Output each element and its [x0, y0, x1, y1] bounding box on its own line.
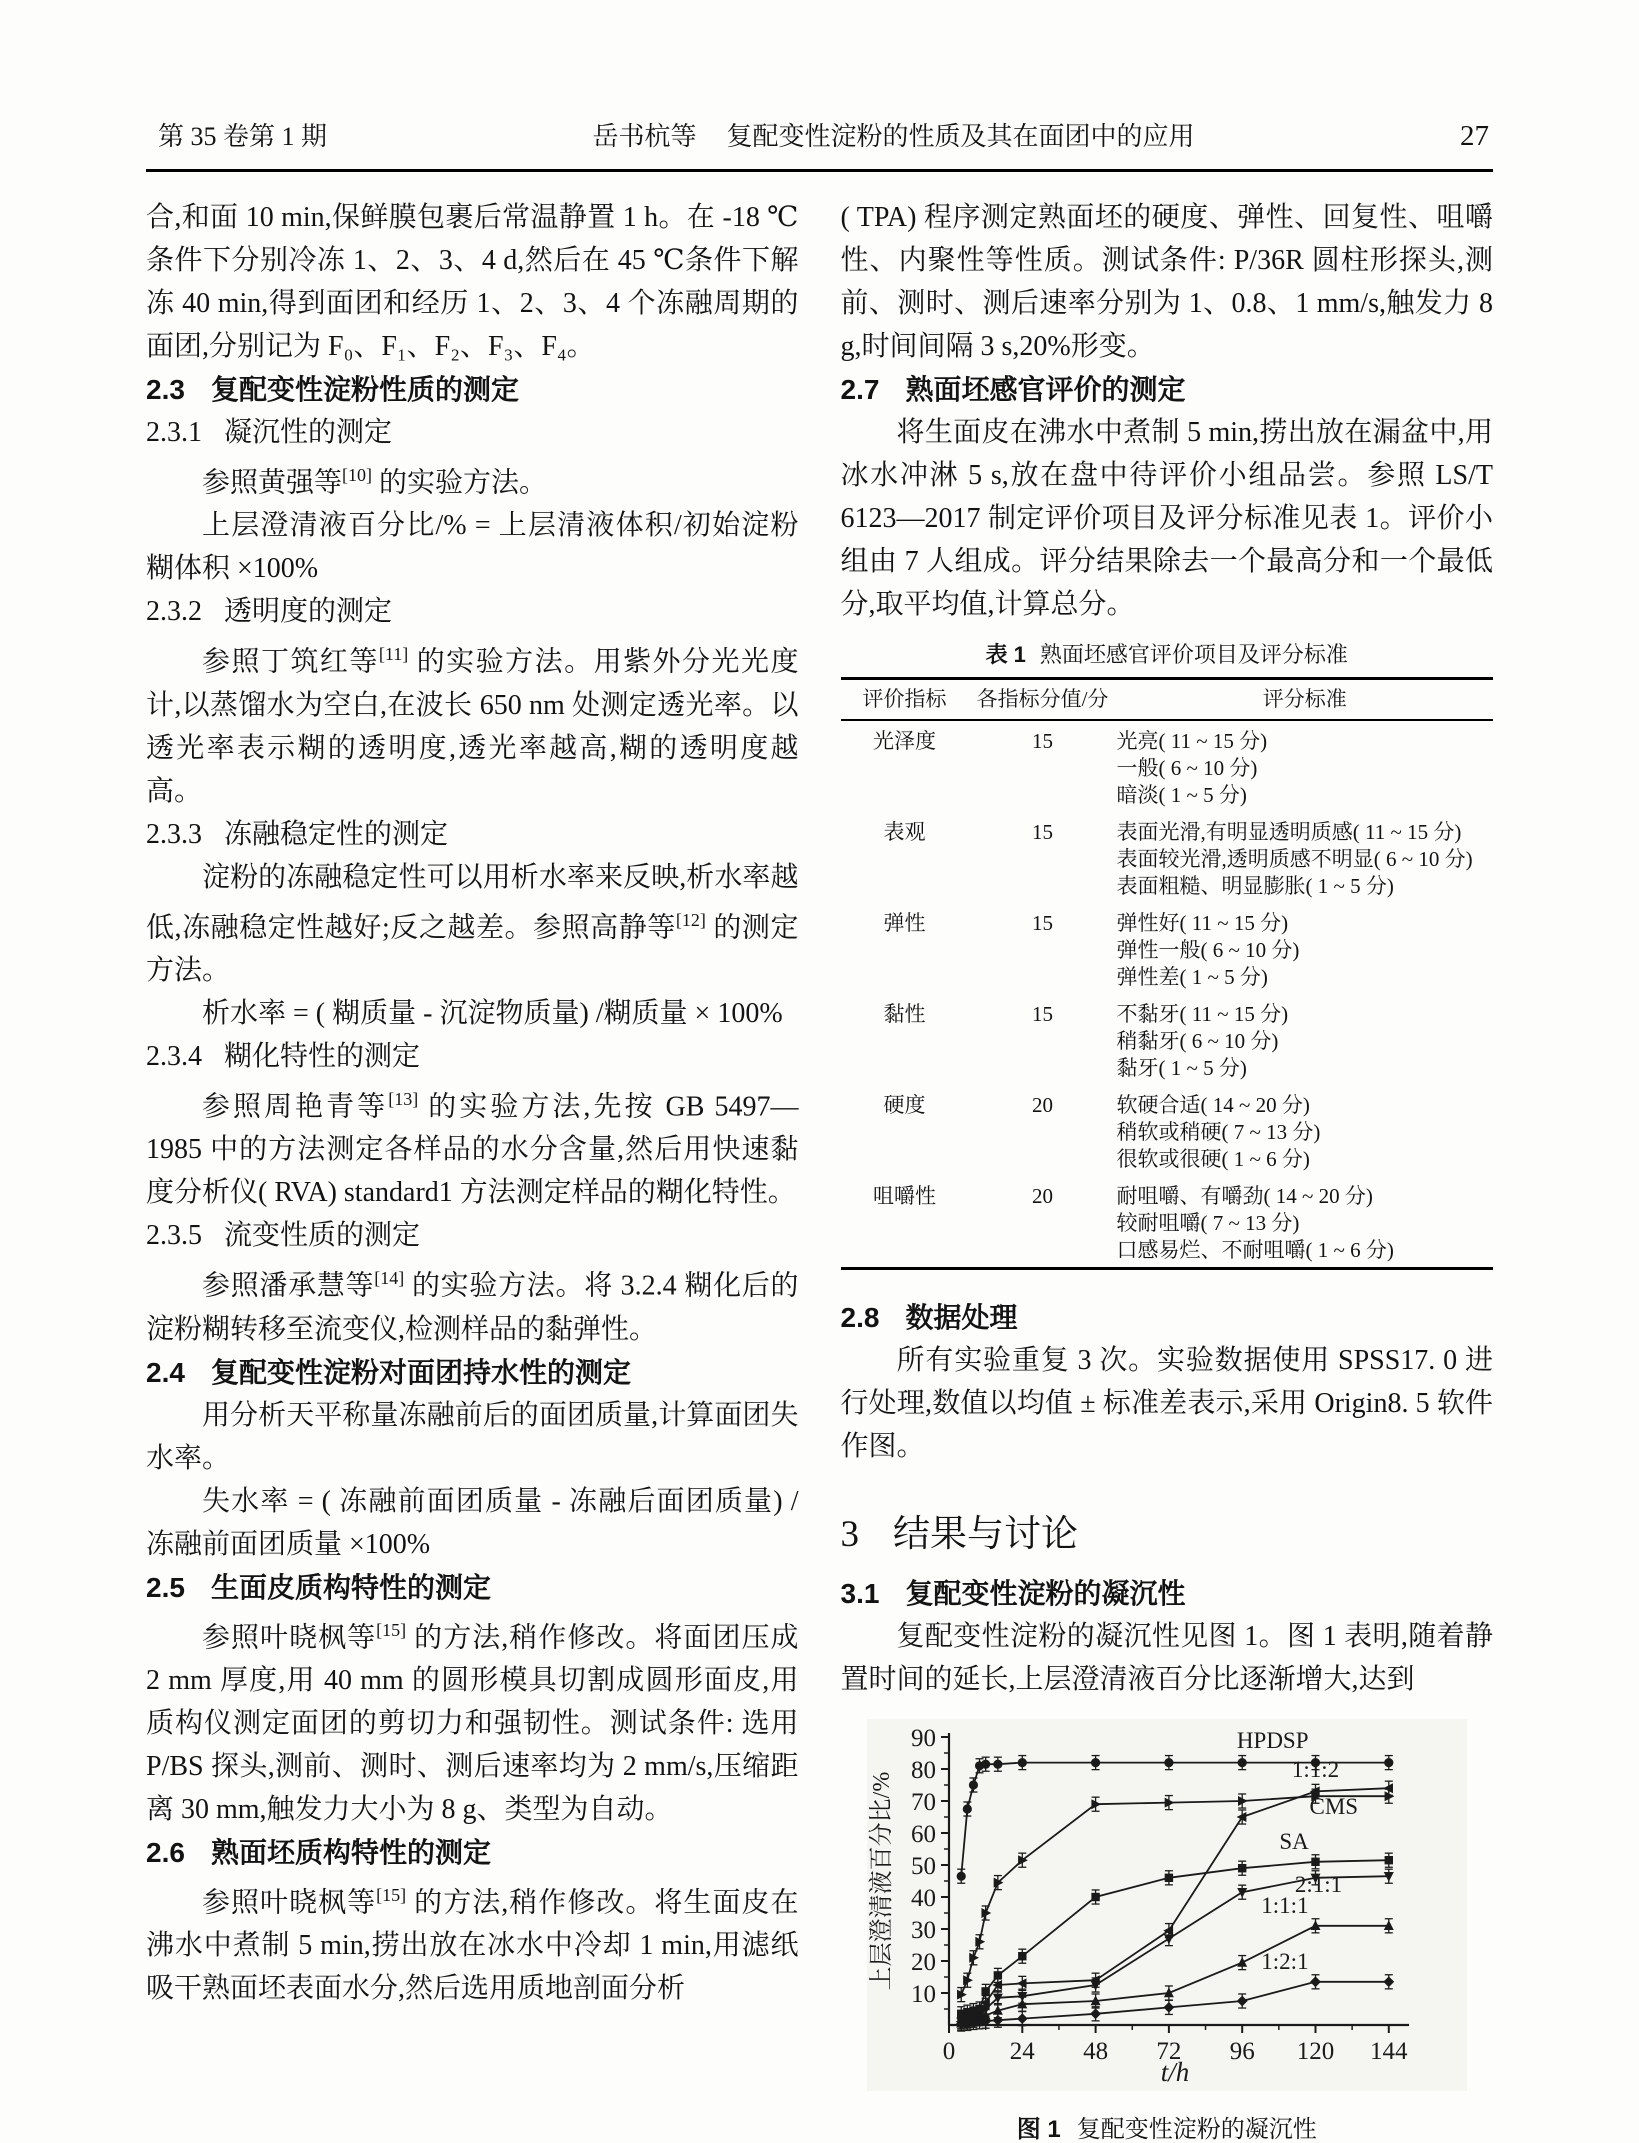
paragraph-transparency: 参照丁筑红等[11] 的实验方法。用紫外分光光度计,以蒸馏水为空白,在波长 650 nm 处测定透光率。以透光率表示糊的透明度,透光率越高,糊的透明度越高。: [146, 644, 799, 807]
paragraph-rheology: 参照潘承慧等[14] 的实验方法。将 3.2.4 糊化后的淀粉糊转移至流变仪,检测样品的黏弹性。: [146, 1268, 799, 1345]
citation-ref: [15]: [376, 1619, 407, 1640]
heading-2-3: 2.3 复配变性淀粉性质的测定: [146, 374, 519, 405]
svg-text:40: 40: [910, 1885, 936, 1912]
citation-ref: [12]: [675, 909, 706, 930]
svg-text:144: 144: [1369, 2038, 1408, 2065]
figure-1: [867, 1719, 1467, 2143]
sensory-evaluation-table: [841, 677, 1494, 1270]
svg-text:80: 80: [910, 1757, 936, 1784]
heading-2-3-1: 2.3.1 凝沉性的测定: [146, 417, 393, 448]
running-authors: 岳书杭等: [592, 122, 697, 151]
svg-text:120: 120: [1296, 2038, 1334, 2065]
citation-ref: [14]: [374, 1268, 405, 1289]
table-header-score: 各指标分值/分: [976, 687, 1109, 711]
paragraph-cooked-texture: 参照叶晓枫等[15] 的方法,稍作修改。将生面皮在沸水中煮制 5 min,捞出放在冰水中冷却 1 min,用滤纸吸干熟面坯表面水分,然后选用质地剖面分析: [146, 1884, 799, 2005]
formula-syneresis: 析水率 = ( 糊质量 - 沉淀物质量) /糊质量 × 100%: [202, 997, 783, 1029]
heading-2-8: 2.8 数据处理: [840, 1302, 1018, 1333]
heading-2-5: 2.5 生面皮质构特性的测定: [146, 1571, 491, 1603]
table-header-row: [841, 680, 1494, 721]
heading-3: 3 结果与讨论: [840, 1514, 1078, 1555]
table-row: 硬度 20 软硬合适( 14 ~ 20 分) 稍软或稍硬( 7 ~ 13 分) 很软或很硬( 1 ~ 6 分): [883, 1093, 1321, 1171]
paragraph-results-sedimentation: 复配变性淀粉的凝沉性见图 1。图 1 表明,随着静置时间的延长,上层澄清液百分比逐渐增大,达到: [840, 1621, 1493, 1695]
paragraph-sedimentation: 参照黄强等[10] 的实验方法。: [202, 465, 548, 499]
volume-issue: 第 35 卷第 1 期: [158, 122, 328, 151]
heading-2-3-2: 2.3.2 透明度的测定: [146, 596, 393, 628]
table-row: 表观 15 表面光滑,有明显透明质感( 11 ~ 15 分) 表面较光滑,透明质感不明显( 6 ~ 10 分) 表面粗糙、明显膨胀( 1 ~ 5 分): [883, 820, 1473, 898]
table-1-label: 表 1: [985, 642, 1026, 667]
paragraph-freeze-thaw-stability: 淀粉的冻融稳定性可以用析水率来反映,析水率越低,冻融稳定性越好;反之越差。参照高静等[12] 的测定方法。: [146, 861, 799, 986]
table-row: 弹性 15 弹性好( 11 ~ 15 分) 弹性一般( 6 ~ 10 分) 弹性差( 1 ~ 5 分): [883, 911, 1300, 989]
heading-2-6: 2.6 熟面坯质构特性的测定: [146, 1836, 491, 1868]
svg-text:60: 60: [910, 1821, 936, 1848]
paragraph-data-processing: 所有实验重复 3 次。实验数据使用 SPSS17. 0 进行处理,数值以均值 ± 标准差表示,采用 Origin8. 5 软件作图。: [840, 1345, 1493, 1462]
citation-ref: [13]: [388, 1088, 419, 1109]
paragraph-freeze-thaw: 合,和面 10 min,保鲜膜包裹后常温静置 1 h。在 -18 ℃条件下分别冷冻 1、2、3、4 d,然后在 45 ℃条件下解冻 40 min,得到面团和经历 1、2、3、4 个冻融周期的面团,分别记为 F₀、F₁、F₂、F₃、F₄。: [146, 202, 799, 362]
heading-3-1: 3.1 复配变性淀粉的凝沉性: [840, 1578, 1186, 1609]
running-paper-title: 复配变性淀粉的性质及其在面团中的应用: [726, 122, 1195, 151]
svg-text:SA: SA: [1279, 1829, 1309, 1854]
figure-1-caption: 图 1 复配变性淀粉的凝沉性: [1016, 2116, 1317, 2143]
svg-text:上层澄清液百分比/%: 上层澄清液百分比/%: [868, 1771, 895, 1991]
svg-text:96: 96: [1229, 2038, 1255, 2065]
paragraph-pasting: 参照周艳青等[13] 的实验方法,先按 GB 5497—1985 中的方法测定各样品的水分含量,然后用快速黏度分析仪( RVA) standard1 方法测定样品的糊化特性。: [146, 1088, 799, 1209]
svg-text:0: 0: [942, 2038, 955, 2065]
citation-ref: [10]: [342, 465, 373, 485]
svg-text:2:1:1: 2:1:1: [1294, 1872, 1342, 1898]
table-row: 光泽度 15 光亮( 11 ~ 15 分) 一般( 6 ~ 10 分) 暗淡( 1 ~ 5 分): [873, 729, 1268, 807]
paragraph-tpa: ( TPA) 程序测定熟面坯的硬度、弹性、回复性、咀嚼性、内聚性等性质。测试条件: P/36R 圆柱形探头,测前、测时、测后速率分别为 1、0.8、1 mm/s,触发力 8 g,时间间隔 3 s,20%形变。: [840, 202, 1493, 362]
svg-text:1:1:1: 1:1:1: [1261, 1893, 1309, 1918]
svg-text:20: 20: [910, 1949, 936, 1976]
heading-2-7: 2.7 熟面坯感官评价的测定: [840, 374, 1186, 405]
citation-ref: [15]: [376, 1884, 407, 1905]
figure-1-label: 图 1: [1016, 2116, 1061, 2143]
svg-text:48: 48: [1082, 2038, 1108, 2065]
citation-ref: [11]: [378, 644, 409, 665]
paragraph-sensory: 将生面皮在沸水中煮制 5 min,捞出放在漏盆中,用冰水冲淋 5 s,放在盘中待评价小组品尝。参照 LS/T 6123—2017 制定评价项目及评分标准见表 1。评价小组由 7 人组成。评分结果除去一个最高分和一个最低分,取平均值,计算总分。: [840, 417, 1493, 620]
page-number: 27: [1460, 120, 1489, 152]
svg-text:50: 50: [910, 1853, 936, 1880]
heading-2-3-3: 2.3.3 冻融稳定性的测定: [146, 818, 449, 850]
formula-water-loss: 失水率 = ( 冻融前面团质量 - 冻融后面团质量) /冻融前面团质量 ×100%: [146, 1485, 799, 1560]
svg-text:10: 10: [910, 1981, 936, 2008]
formula-supernatant: 上层澄清液百分比/% = 上层清液体积/初始淀粉糊体积 ×100%: [146, 510, 799, 585]
svg-text:72: 72: [1156, 2038, 1182, 2065]
svg-text:30: 30: [910, 1917, 936, 1944]
figure-1-chart: [867, 1719, 1467, 2091]
heading-2-3-5: 2.3.5 流变性质的测定: [146, 1220, 421, 1252]
svg-text:90: 90: [910, 1725, 936, 1752]
svg-text:t/h: t/h: [1160, 2057, 1190, 2087]
table-row: 咀嚼性 20 耐咀嚼、有嚼劲( 14 ~ 20 分) 较耐咀嚼( 7 ~ 13 分) 口感易烂、不耐咀嚼( 1 ~ 6 分): [873, 1184, 1394, 1262]
paragraph-water-holding: 用分析天平称量冻融前后的面团质量,计算面团失水率。: [146, 1399, 799, 1474]
svg-text:HPDSP: HPDSP: [1236, 1728, 1309, 1754]
table-1-title: 表 1 熟面坯感官评价项目及评分标准: [985, 642, 1348, 667]
table-header-indicator: 评价指标: [862, 687, 947, 711]
running-head: [0, 0, 1639, 153]
right-column: [841, 196, 1494, 2143]
left-column: [146, 196, 799, 2143]
running-title: [327, 116, 1460, 153]
table-header-criteria: 评分标准: [1262, 687, 1347, 711]
svg-text:CMS: CMS: [1309, 1793, 1358, 1819]
paragraph-raw-texture: 参照叶晓枫等[15] 的方法,稍作修改。将面团压成 2 mm 厚度,用 40 mm 的圆形模具切割成圆形面皮,用质构仪测定面团的剪切力和强韧性。测试条件: 选用 P/BS 探头,测前、测时、测后速率均为 2 mm/s,压缩距离 30 mm,触发力大小为 8 g、类型为自动。: [146, 1619, 799, 1825]
table-row: 黏性 15 不黏牙( 11 ~ 15 分) 稍黏牙( 6 ~ 10 分) 黏牙( 1 ~ 5 分): [883, 1002, 1289, 1080]
two-column-body: [0, 172, 1639, 2143]
heading-2-3-4: 2.3.4 糊化特性的测定: [146, 1040, 421, 1072]
svg-text:70: 70: [910, 1789, 936, 1816]
svg-text:24: 24: [1009, 2038, 1035, 2065]
heading-2-4: 2.4 复配变性淀粉对面团持水性的测定: [146, 1356, 631, 1388]
svg-text:1:2:1: 1:2:1: [1261, 1949, 1309, 1974]
svg-text:1:1:2: 1:1:2: [1291, 1757, 1339, 1782]
